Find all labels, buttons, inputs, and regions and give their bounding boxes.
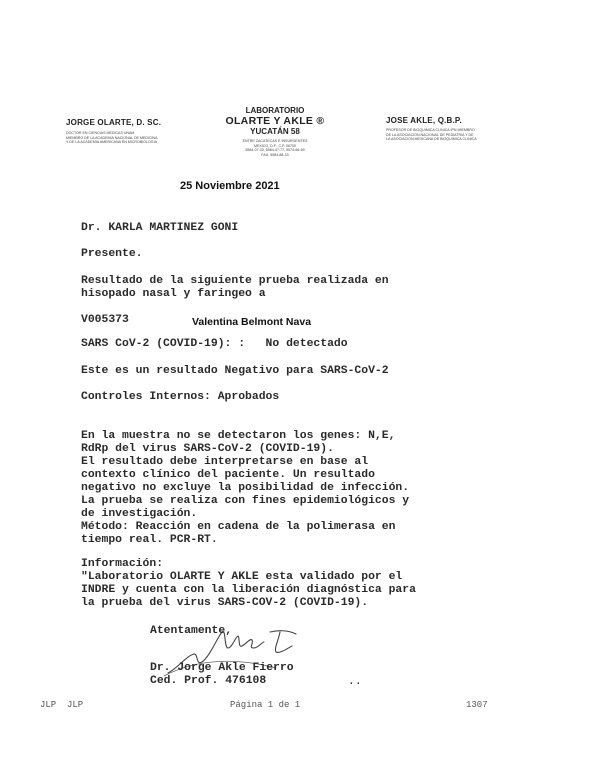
paragraph-line: tiempo real. PCR-RT. bbox=[81, 534, 218, 546]
report-date: 25 Noviembre 2021 bbox=[180, 180, 280, 192]
contact-line: 5584-07-33, 5584-07-77, 5574-66-69 bbox=[245, 148, 305, 153]
footer-page: Página 1 de 1 bbox=[230, 700, 301, 710]
credential-line: Y DE LA ACADEMIA AMERICANA EN MICROBIOLOGIA bbox=[66, 140, 158, 145]
footer-initials: JLP JLP bbox=[40, 700, 84, 710]
contact-line: MEXICO, D.F., C.P. 06700 bbox=[253, 143, 297, 148]
header-right bbox=[386, 116, 516, 142]
intro-line: Resultado de la siguiente prueba realizada en bbox=[81, 275, 389, 287]
paragraph-line: La prueba se realiza con fines epidemiológicos y bbox=[81, 495, 410, 507]
paragraph-line: El resultado debe interpretarse en base al bbox=[81, 456, 369, 468]
controls-line: Controles Internos: Aprobados bbox=[81, 391, 280, 403]
lab-address: YUCATÁN 58 bbox=[250, 127, 300, 136]
lab-contact bbox=[210, 139, 340, 157]
header-left-credentials bbox=[66, 131, 186, 145]
paragraph-line: Método: Reacción en cadena de la polimerasa en bbox=[81, 521, 396, 533]
contact-line: FAX: 5584-88-33 bbox=[261, 152, 289, 157]
paragraph-line: contexto clínico del paciente. Un resultado bbox=[81, 469, 375, 481]
credential-line: DE LA ASOCIACION NACIONAL DE PEDIATRIA Y DE bbox=[386, 132, 474, 137]
result-line: SARS CoV-2 (COVID-19): : No detectado bbox=[81, 338, 348, 350]
paragraph-line: En la muestra no se detectaron los genes: N,E, bbox=[81, 430, 396, 442]
paragraph-line: negativo no excluye la posibilidad de infección. bbox=[81, 482, 410, 494]
contact-line: ENTRE ZACATECAS E INSURGENTES bbox=[242, 139, 308, 143]
paragraph-line: de investigación. bbox=[81, 508, 198, 520]
information-paragraph bbox=[81, 558, 416, 610]
interpretation-paragraph bbox=[81, 430, 409, 547]
credential-line: DOCTOR EN CIENCIAS MEDICAS UNAM bbox=[66, 131, 135, 135]
info-line: "Laboratorio OLARTE Y AKLE esta validado por el bbox=[81, 571, 403, 583]
footer-number: 1307 bbox=[466, 700, 488, 710]
negative-line: Este es un resultado Negativo para SARS-CoV-2 bbox=[81, 365, 389, 377]
header-center bbox=[210, 106, 340, 157]
info-line: INDRE y cuenta con la liberación diagnóstica para bbox=[81, 584, 416, 596]
header-left-name: JORGE OLARTE, D. SC. bbox=[66, 118, 162, 127]
intro-line: hisopado nasal y faringeo a bbox=[81, 288, 266, 300]
license-tail: .. bbox=[348, 676, 362, 688]
header-right-name: JOSE AKLE, Q.B.P. bbox=[386, 116, 462, 125]
lab-label: LABORATORIO bbox=[245, 106, 305, 115]
professional-license: Ced. Prof. 476108 bbox=[150, 675, 267, 687]
credential-line: LA ASOCIACION MEXICANA DE BIOQUIMICA CLINICA bbox=[386, 137, 477, 142]
paragraph-line: RdRp del virus SARS-CoV-2 (COVID-19). bbox=[81, 443, 334, 455]
patient-name: Valentina Belmont Nava bbox=[192, 316, 312, 328]
lab-name: OLARTE Y AKLE ® bbox=[225, 115, 325, 127]
info-line: Información: bbox=[81, 558, 164, 570]
header-left bbox=[66, 118, 186, 145]
greeting: Presente. bbox=[81, 248, 143, 260]
closing: Atentamente, bbox=[150, 625, 233, 637]
doctor-name: Dr. KARLA MARTINEZ GONI bbox=[81, 222, 239, 234]
header-right-credentials bbox=[386, 128, 516, 142]
info-line: la prueba del virus SARS-COV-2 (COVID-19). bbox=[81, 597, 369, 609]
credential-line: MIEMBRO DE LA ACADEMIA NACIONAL DE MEDICINA bbox=[66, 135, 158, 140]
credential-line: PROFESOR DE BIOQUIMICA CLINICA IPN MIEMBRO bbox=[386, 128, 475, 132]
sample-id: V005373 bbox=[81, 314, 129, 326]
signer-name: Dr. Jorge Akle Fierro bbox=[150, 662, 294, 674]
